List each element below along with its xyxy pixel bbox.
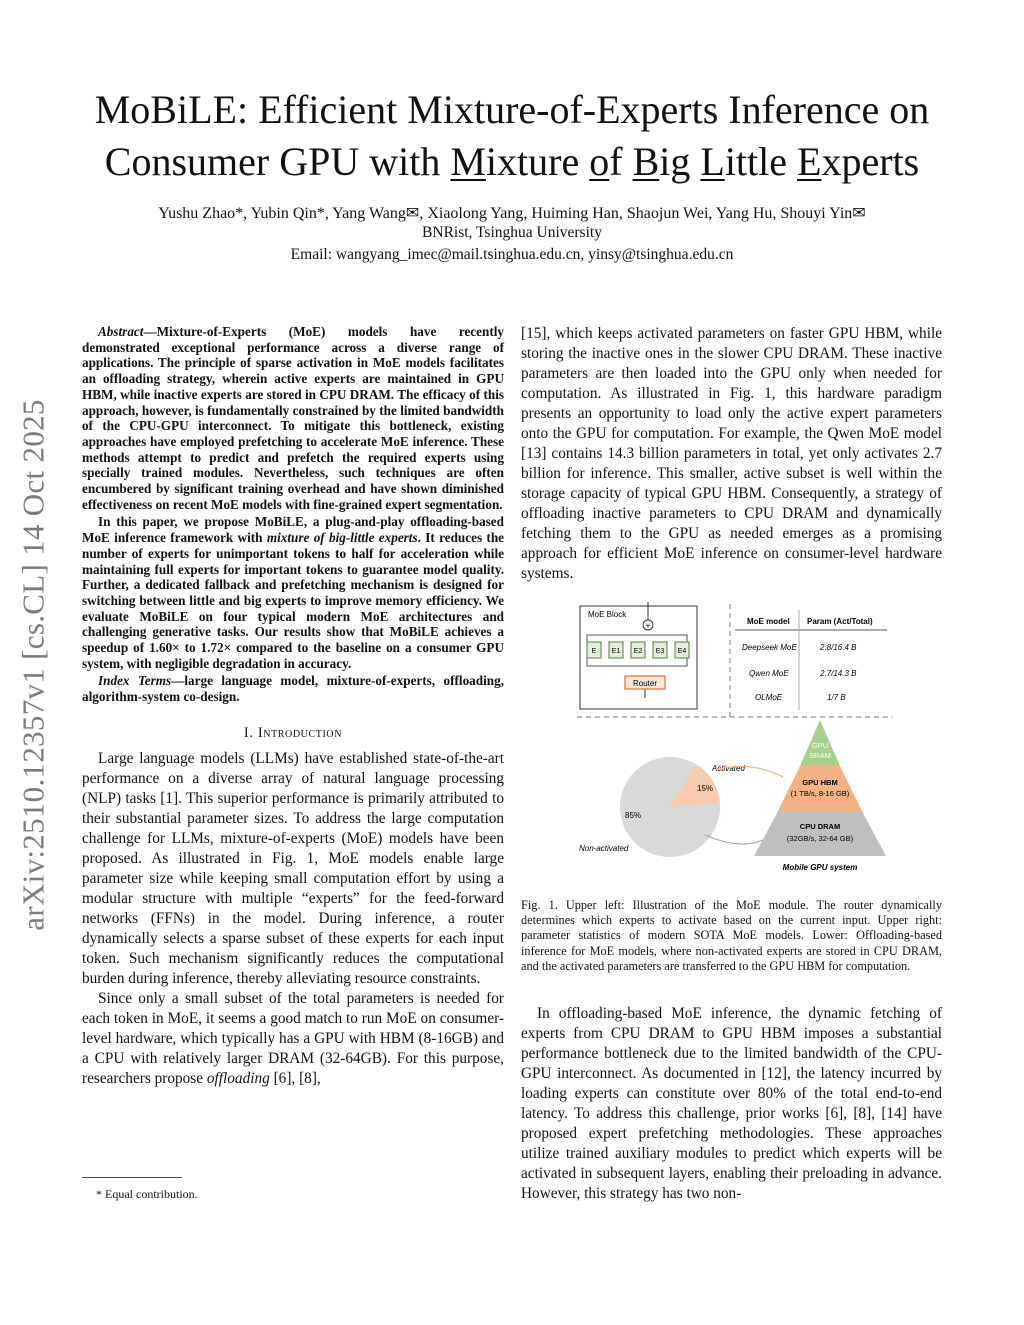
title-seg: ittle <box>724 139 798 184</box>
arrow-to-dram <box>705 835 763 844</box>
intro-paragraph-2 <box>82 989 504 1089</box>
title-seg: ig <box>659 139 701 184</box>
table-header-param: Param (Act/Total) <box>807 617 873 626</box>
title-seg: f <box>609 139 633 184</box>
abstract-paragraph-1 <box>82 324 504 512</box>
router-label: Router <box>632 679 658 688</box>
right-paragraph-1: [15], which keeps activated parameters on faster GPU HBM, while storing the inactive ones in the slower CPU DRAM. These inactive parameters are then loaded into the GPU only when needed for computation. As illustrated in Fig. 1, this hardware paradigm presents an opportunity to load only the active expert parameters onto the GPU for computation. For example, the Qwen MoE model [13] contains 14.3 billion parameters in total, yet only activates 2.7 billion for inference. This smaller, active subset is well within the storage capacity of typical GPU HBM. Consequently, a strategy of offloading inactive parameters to CPU DRAM and dynamically fetching them to the GPU as needed emerges as a promising approach for efficient MoE inference on consumer-level hardware systems. <box>521 325 942 582</box>
index-terms <box>82 673 504 704</box>
author-list: Yushu Zhao*, Yubin Qin*, Yang Wang✉, Xiaolong Yang, Huiming Han, Shaojun Wei, Yang Hu, Shouyi Yin✉ <box>158 205 866 222</box>
expert-label: E4 <box>677 648 687 655</box>
table-cell-model: Deepseek MoE <box>742 643 797 652</box>
section-heading-introduction <box>82 725 504 742</box>
abstract-text: In this paper, we propose MoBiLE, a plug-and-play offloading-based MoE inference framework with <box>82 514 504 546</box>
sum-symbol: + <box>645 621 651 630</box>
index-terms-label: Index Terms <box>98 673 172 689</box>
figure-1-caption: Fig. 1. Upper left: Illustration of the MoE module. The router dynamically determines which experts to activate based on the current input. Upper right: parameter statistics of modern SOTA MoE models. Lower: Offloading-based inference for MoE models, where non-activated experts are stored in CPU DRAM, and the activated parameters are transferred to the GPU HBM for computation. <box>521 898 942 973</box>
contact-email: Email: wangyang_imec@mail.tsinghua.edu.cn, yinsy@tsinghua.edu.cn <box>290 246 734 263</box>
pie-non-activated-percent: 85% <box>625 811 642 820</box>
expert-label: E1 <box>611 648 621 655</box>
figure-1 <box>575 600 895 890</box>
arxiv-stamp-text: arXiv:2510.12357v1 [cs.CL] 14 Oct 2025 <box>16 399 51 931</box>
hbm-label-1: GPU HBM <box>802 778 838 787</box>
expert-label: E3 <box>655 648 665 655</box>
affiliation: BNRist, Tsinghua University <box>422 224 602 241</box>
footnote <box>96 1187 198 1202</box>
intro-emphasis: offloading <box>206 1069 270 1087</box>
table-header-model: MoE model <box>747 617 790 626</box>
experts-group <box>587 642 689 658</box>
intro-text: [6], [8], <box>269 1069 321 1087</box>
pie-non-activated-label: Non-activated <box>579 844 629 853</box>
pie-activated-label: Activated <box>712 764 745 773</box>
title-seg: ixture <box>485 139 590 184</box>
parameter-pie-chart <box>579 757 745 857</box>
title-line-1: MoBiLE: Efficient Mixture-of-Experts Inference on <box>94 87 930 132</box>
moe-block-title: MoE Block <box>588 610 627 619</box>
intro-paragraph-1: Large language models (LLMs) have established state-of-the-art performance on a diverse array of natural language processing (NLP) tasks [1]. This superior performance is primarily attributed to their substantial parameter sizes. To address the large computation challenge for LLMs, mixture-of-experts (MoE) models have been proposed. As illustrated in Fig. 1, MoE models enable large parameter size while keeping small computation effort by using a modular structure with multiple “experts” for the feed-forward networks (FFNs) in the model. During inference, a router dynamically selects a sparse subset of these experts for each input token. Such mechanism significantly reduces the computational burden during inference, thereby alleviating resource constraints. <box>82 749 504 987</box>
expert-label: E <box>591 648 597 655</box>
sram-label-2: SRAM <box>809 751 831 760</box>
sram-label-1: GPU <box>811 741 829 750</box>
abstract-text: —Mixture-of-Experts (MoE) models have recently demonstrated exceptional performance across a diverse range of applications. The principle of sparse activation in MoE models facilitates an offloading strategy, wherein active experts are maintained in GPU HBM, while inactive experts are stored in CPU DRAM. The efficacy of this approach, however, is fundamentally constrained by the limited bandwidth of the CPU-GPU interconnect. To mitigate this bottleneck, existing approaches have employed prefetching to accelerate MoE inference. These methods attempt to predict and prefetch the required experts using specially trained modules. Nevertheless, such techniques are often encumbered by significant training overhead and have shown diminished effectiveness on recent MoE models with fine-grained expert segmentation. <box>82 324 504 512</box>
abstract-emphasis: mixture of big-little experts <box>266 530 418 546</box>
right-paragraph-2: In offloading-based MoE inference, the dynamic fetching of experts from CPU DRAM to GPU HBM imposes a substantial performance bottleneck due to the limited bandwidth of the CPU-GPU interconnect. As documented in [12], the latency incurred by loading experts can constitute over 80% of the total end-to-end latency. To address this challenge, prior works [6], [8], [14] have proposed expert prefetching methodologies. These approaches utilize trained auxiliary modules to predict which experts will be activated in subsequent layers, enabling their preloading in advance. However, this strategy has two non- <box>521 1005 942 1202</box>
table-cell-model: Qwen MoE <box>749 669 789 678</box>
table-cell-param: 2.8/16.4 B <box>820 643 857 652</box>
footnote-divider <box>82 1177 182 1178</box>
abstract-text: . It reduces the number of experts for unimportant tokens to half for acceleration while maintaining full experts for important tokens to guarantee model quality. Further, a dedicated fallback and prefetching mechanism is designed for switching between little and big experts to improve memory efficiency. We evaluate MoBiLE on four typical modern MoE architectures and challenging generative tasks. Our results show that MoBiLE achieves a speedup of 1.60× to 1.72× compared to the baseline on a consumer GPU system, with negligible degradation in accuracy. <box>82 530 505 671</box>
title-acronym-letter: o <box>589 139 610 184</box>
pie-activated-percent: 15% <box>697 784 714 793</box>
expert-label: E2 <box>633 648 643 655</box>
system-label: Mobile GPU system <box>782 863 858 872</box>
title-line-2 <box>60 136 964 188</box>
abstract-paragraph-2 <box>82 514 504 671</box>
table-cell-model: OLMoE <box>755 693 783 702</box>
param-table <box>735 610 887 710</box>
table-cell-param: 2.7/14.3 B <box>820 669 857 678</box>
footnote-text: * Equal contribution. <box>96 1187 198 1201</box>
table-cell-param: 1/7 B <box>827 693 846 702</box>
title-acronym-letter: B <box>632 139 660 184</box>
index-terms-text: —large language model, mixture-of-experts, offloading, algorithm-system co-design. <box>82 673 504 705</box>
intro-text: Since only a small subset of the total parameters is needed for each token in MoE, it seems a good match to run MoE on consumer-level hardware, which typically has a GPU with HBM (8-16GB) and a CPU with relatively larger DRAM (32-64GB). For this purpose, researchers propose <box>82 989 504 1087</box>
left-column <box>82 324 504 1089</box>
paper-title <box>60 84 964 188</box>
title-acronym-letter: L <box>700 139 725 184</box>
memory-hierarchy-pyramid <box>754 720 886 872</box>
dram-label-2: (32GB/s, 32-64 GB) <box>786 834 854 843</box>
section-number: I. <box>243 724 254 741</box>
dram-label-1: CPU DRAM <box>799 822 841 831</box>
title-acronym-letter: M <box>450 139 486 184</box>
title-seg: Consumer GPU with <box>104 139 451 184</box>
title-acronym-letter: E <box>797 139 822 184</box>
section-title: Introduction <box>257 724 343 741</box>
arxiv-identifier-stamp <box>10 370 58 960</box>
right-lower-text <box>521 1004 942 1204</box>
right-column <box>521 324 942 584</box>
title-seg: xperts <box>821 139 920 184</box>
abstract-label: Abstract <box>98 324 144 339</box>
hbm-label-2: (1 TB/s, 8-16 GB) <box>790 789 850 798</box>
